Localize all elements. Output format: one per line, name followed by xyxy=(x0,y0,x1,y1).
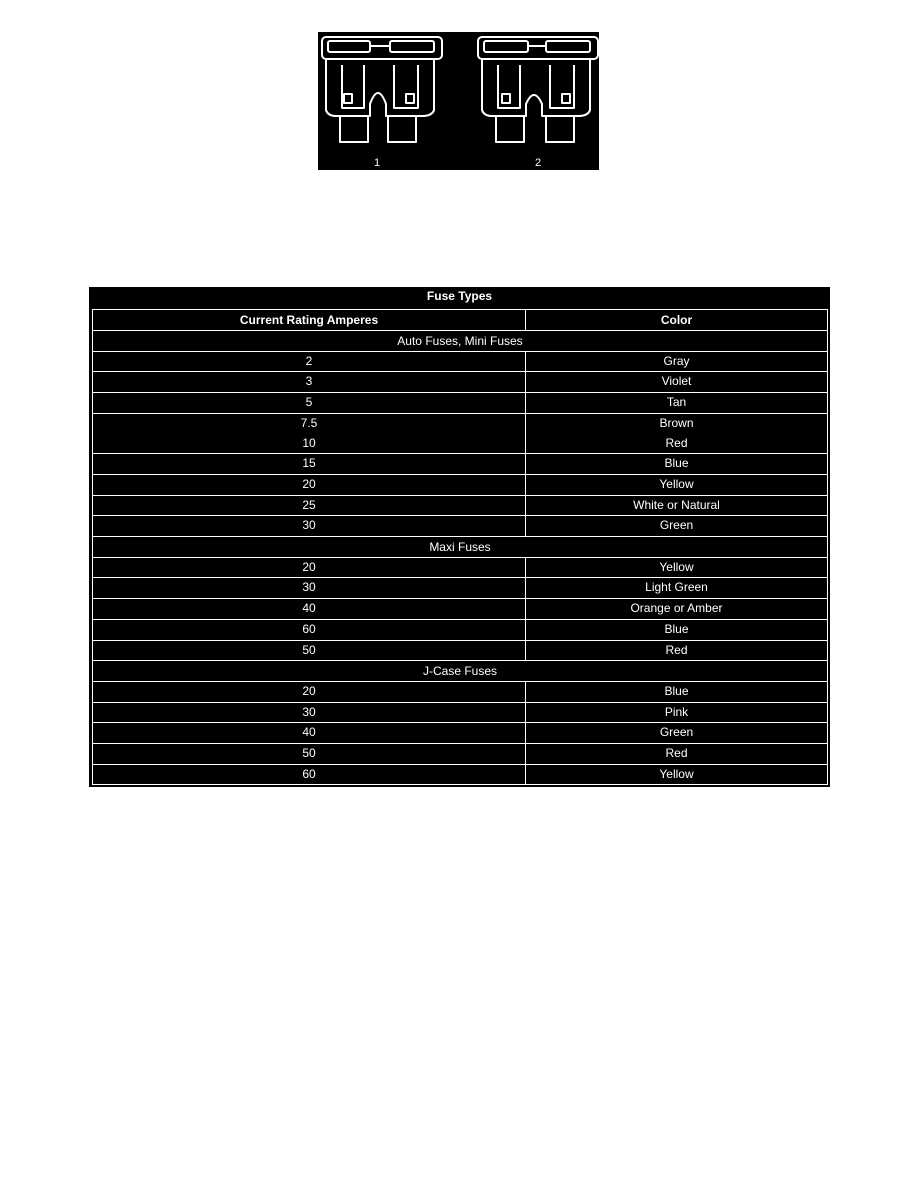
table-row xyxy=(93,557,828,578)
rating-value: 60 xyxy=(302,621,316,636)
table-row xyxy=(93,413,828,453)
rating-cell xyxy=(93,557,526,578)
table-row xyxy=(93,393,828,414)
table-row xyxy=(93,454,828,475)
fuse-2-label: 2 xyxy=(535,157,542,169)
rating-value: 30 xyxy=(302,704,316,719)
color-cell xyxy=(526,640,828,661)
color-cell xyxy=(526,413,828,453)
color-value: Red xyxy=(665,642,688,657)
rating-value: 3 xyxy=(305,374,313,389)
rating-cell xyxy=(93,681,526,702)
color-cell xyxy=(526,681,828,702)
fuse-illustration xyxy=(318,32,599,170)
color-cell xyxy=(526,474,828,495)
color-cell xyxy=(526,578,828,599)
color-value: White or Natural xyxy=(633,497,720,512)
table-row xyxy=(93,744,828,765)
section-row xyxy=(93,537,828,558)
color-cell xyxy=(526,723,828,744)
rating-value: 15 xyxy=(302,456,316,471)
rating-cell xyxy=(93,413,526,453)
rating-value: 30 xyxy=(302,580,316,595)
color-cell xyxy=(526,599,828,620)
rating-cell xyxy=(93,516,526,537)
fuse-2-drawing xyxy=(478,37,598,142)
rating-cell xyxy=(93,702,526,723)
rating-cell xyxy=(93,640,526,661)
table-title: Fuse Types xyxy=(426,289,493,303)
rating-value: 25 xyxy=(302,497,316,512)
color-value: Pink xyxy=(664,704,689,719)
color-cell xyxy=(526,351,828,372)
color-value: Orange or Amber xyxy=(630,601,723,616)
fuse-1-label: 1 xyxy=(374,157,381,169)
rating-cell xyxy=(93,744,526,765)
table-row xyxy=(93,599,828,620)
table-row xyxy=(93,372,828,393)
color-cell xyxy=(526,495,828,516)
rating-cell xyxy=(93,723,526,744)
color-cell xyxy=(526,516,828,537)
rating-value: 30 xyxy=(302,518,316,533)
table-row xyxy=(93,640,828,661)
rating-value: 50 xyxy=(302,746,316,761)
rating-value: 10 xyxy=(302,435,316,450)
rating-value: 7.5 xyxy=(300,415,318,430)
color-cell xyxy=(526,702,828,723)
table-row xyxy=(93,495,828,516)
rating-cell xyxy=(93,454,526,475)
rating-value: 5 xyxy=(305,395,313,410)
table-row xyxy=(93,764,828,785)
table-row xyxy=(93,578,828,599)
rating-cell xyxy=(93,495,526,516)
fuse-types-table-box xyxy=(89,287,830,787)
rating-cell xyxy=(93,474,526,495)
color-value: Tan xyxy=(666,395,687,410)
section-row xyxy=(93,661,828,682)
color-cell xyxy=(526,372,828,393)
rating-value: 60 xyxy=(302,766,316,781)
rating-cell xyxy=(93,372,526,393)
color-value: Green xyxy=(659,518,694,533)
color-value: Blue xyxy=(664,621,689,636)
rating-cell xyxy=(93,764,526,785)
rating-cell xyxy=(93,393,526,414)
table-row xyxy=(93,723,828,744)
rating-value: 50 xyxy=(302,642,316,657)
color-cell xyxy=(526,393,828,414)
color-value: Light Green xyxy=(645,580,708,595)
color-cell xyxy=(526,764,828,785)
table-header-row xyxy=(93,310,828,331)
color-cell xyxy=(526,454,828,475)
color-value: Yellow xyxy=(659,476,694,491)
table-row xyxy=(93,702,828,723)
rating-value: 40 xyxy=(302,725,316,740)
fuse-1-drawing xyxy=(322,37,442,142)
rating-value: 20 xyxy=(302,476,316,491)
header-color: Color xyxy=(526,310,828,331)
color-value: Red xyxy=(665,746,688,761)
rating-cell xyxy=(93,578,526,599)
table-body xyxy=(93,331,828,785)
color-cell xyxy=(526,744,828,765)
table-row xyxy=(93,516,828,537)
table-row xyxy=(93,474,828,495)
table-row xyxy=(93,351,828,372)
section-row xyxy=(93,331,828,352)
rating-value: 20 xyxy=(302,683,316,698)
rating-cell xyxy=(93,599,526,620)
color-value: Brown xyxy=(659,415,694,430)
section-title: Maxi Fuses xyxy=(93,537,828,558)
color-value: Green xyxy=(659,725,694,740)
color-value: Yellow xyxy=(659,766,694,781)
fuse-types-table xyxy=(92,309,828,785)
color-value: Red xyxy=(665,435,688,450)
section-title: Auto Fuses, Mini Fuses xyxy=(93,331,828,352)
table-row xyxy=(93,619,828,640)
color-value: Yellow xyxy=(659,559,694,574)
rating-value: 40 xyxy=(302,601,316,616)
section-title: J-Case Fuses xyxy=(93,661,828,682)
rating-cell xyxy=(93,619,526,640)
color-value: Gray xyxy=(663,353,690,368)
fuse-drawing xyxy=(318,32,599,170)
color-value: Violet xyxy=(661,374,692,389)
color-value: Blue xyxy=(664,456,689,471)
color-cell xyxy=(526,557,828,578)
header-rating: Current Rating Amperes xyxy=(93,310,526,331)
color-value: Blue xyxy=(664,683,689,698)
rating-value: 2 xyxy=(305,353,313,368)
rating-value: 20 xyxy=(302,559,316,574)
rating-cell xyxy=(93,351,526,372)
table-row xyxy=(93,681,828,702)
color-cell xyxy=(526,619,828,640)
